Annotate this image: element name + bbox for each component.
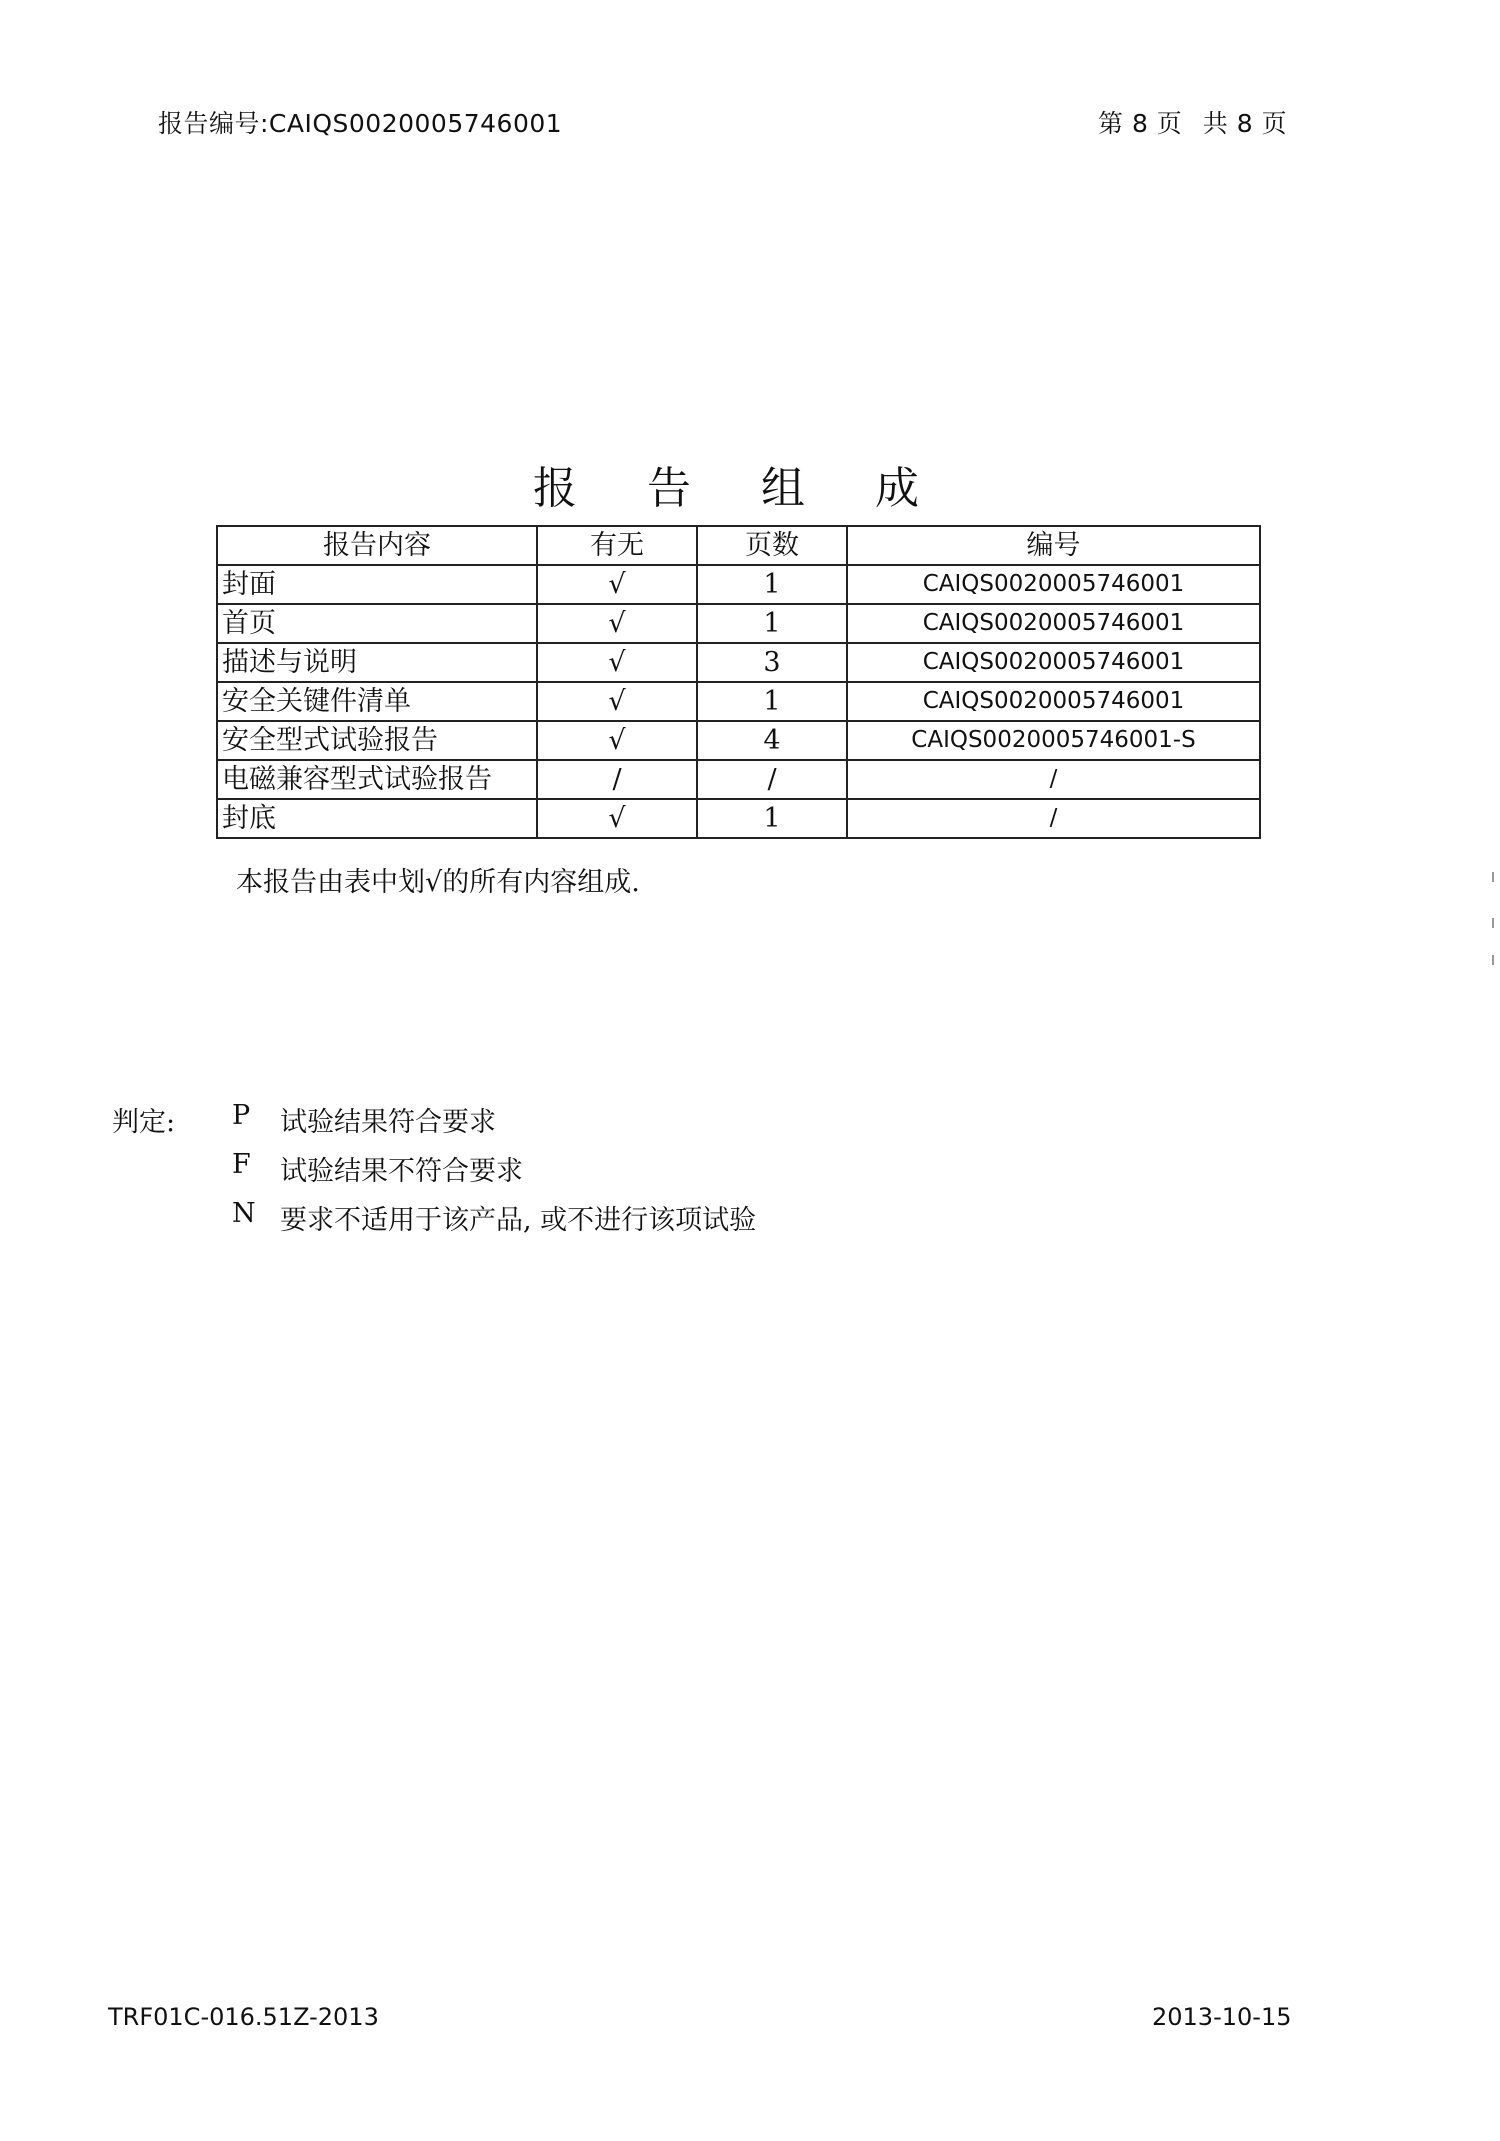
row-number: CAIQS0020005746001	[847, 682, 1260, 721]
row-pages: /	[697, 760, 847, 799]
page-title: 报 告 组 成	[533, 463, 947, 514]
judgement-label: 判定:	[112, 1107, 176, 1138]
judgement-code: P	[232, 1100, 251, 1131]
row-presence: √	[537, 565, 697, 604]
table-header-row	[217, 526, 1260, 565]
footer-date: 2013-10-15	[1152, 2003, 1292, 2031]
table-note: 本报告由表中划√的所有内容组成.	[236, 867, 640, 898]
row-presence: √	[537, 682, 697, 721]
page-indicator	[1098, 104, 1299, 140]
table-row	[217, 565, 1260, 604]
row-presence: √	[537, 604, 697, 643]
header-pages: 页数	[697, 526, 847, 565]
row-pages: 1	[697, 565, 847, 604]
row-number: CAIQS0020005746001	[847, 565, 1260, 604]
report-composition-table	[216, 525, 1261, 839]
row-name: 描述与说明	[217, 643, 537, 682]
row-pages: 3	[697, 643, 847, 682]
judgement-code: N	[232, 1198, 256, 1229]
scan-mark	[1492, 955, 1494, 965]
row-pages: 1	[697, 604, 847, 643]
judgement-text: 试验结果不符合要求	[280, 1156, 523, 1187]
judgement-text: 要求不适用于该产品, 或不进行该项试验	[280, 1205, 757, 1236]
row-number: /	[847, 760, 1260, 799]
table-row	[217, 799, 1260, 838]
row-number: CAIQS0020005746001	[847, 604, 1260, 643]
row-name: 封底	[217, 799, 537, 838]
form-number: TRF01C-016.51Z-2013	[108, 2003, 379, 2031]
row-name: 安全型式试验报告	[217, 721, 537, 760]
row-pages: 1	[697, 799, 847, 838]
row-number: CAIQS0020005746001	[847, 643, 1260, 682]
row-pages: 4	[697, 721, 847, 760]
table-row	[217, 721, 1260, 760]
scan-mark	[1492, 872, 1494, 882]
table-row	[217, 760, 1260, 799]
judgement-text: 试验结果符合要求	[280, 1107, 496, 1138]
row-name: 电磁兼容型式试验报告	[217, 760, 537, 799]
row-name: 封面	[217, 565, 537, 604]
row-presence: /	[537, 760, 697, 799]
table-row	[217, 604, 1260, 643]
header-content: 报告内容	[217, 526, 537, 565]
row-presence: √	[537, 799, 697, 838]
row-number: /	[847, 799, 1260, 838]
row-name: 首页	[217, 604, 537, 643]
header-presence: 有无	[537, 526, 697, 565]
table-row	[217, 682, 1260, 721]
current-page-label: 第 8 页	[1098, 109, 1183, 138]
row-name: 安全关键件清单	[217, 682, 537, 721]
row-number: CAIQS0020005746001-S	[847, 721, 1260, 760]
scan-mark	[1492, 918, 1494, 928]
total-pages-label: 共 8 页	[1202, 109, 1288, 138]
header-number: 编号	[847, 526, 1260, 565]
row-presence: √	[537, 721, 697, 760]
judgement-code: F	[232, 1149, 251, 1180]
row-presence: √	[537, 643, 697, 682]
table-row	[217, 643, 1260, 682]
row-pages: 1	[697, 682, 847, 721]
report-number: 报告编号:CAIQS0020005746001	[158, 109, 563, 138]
